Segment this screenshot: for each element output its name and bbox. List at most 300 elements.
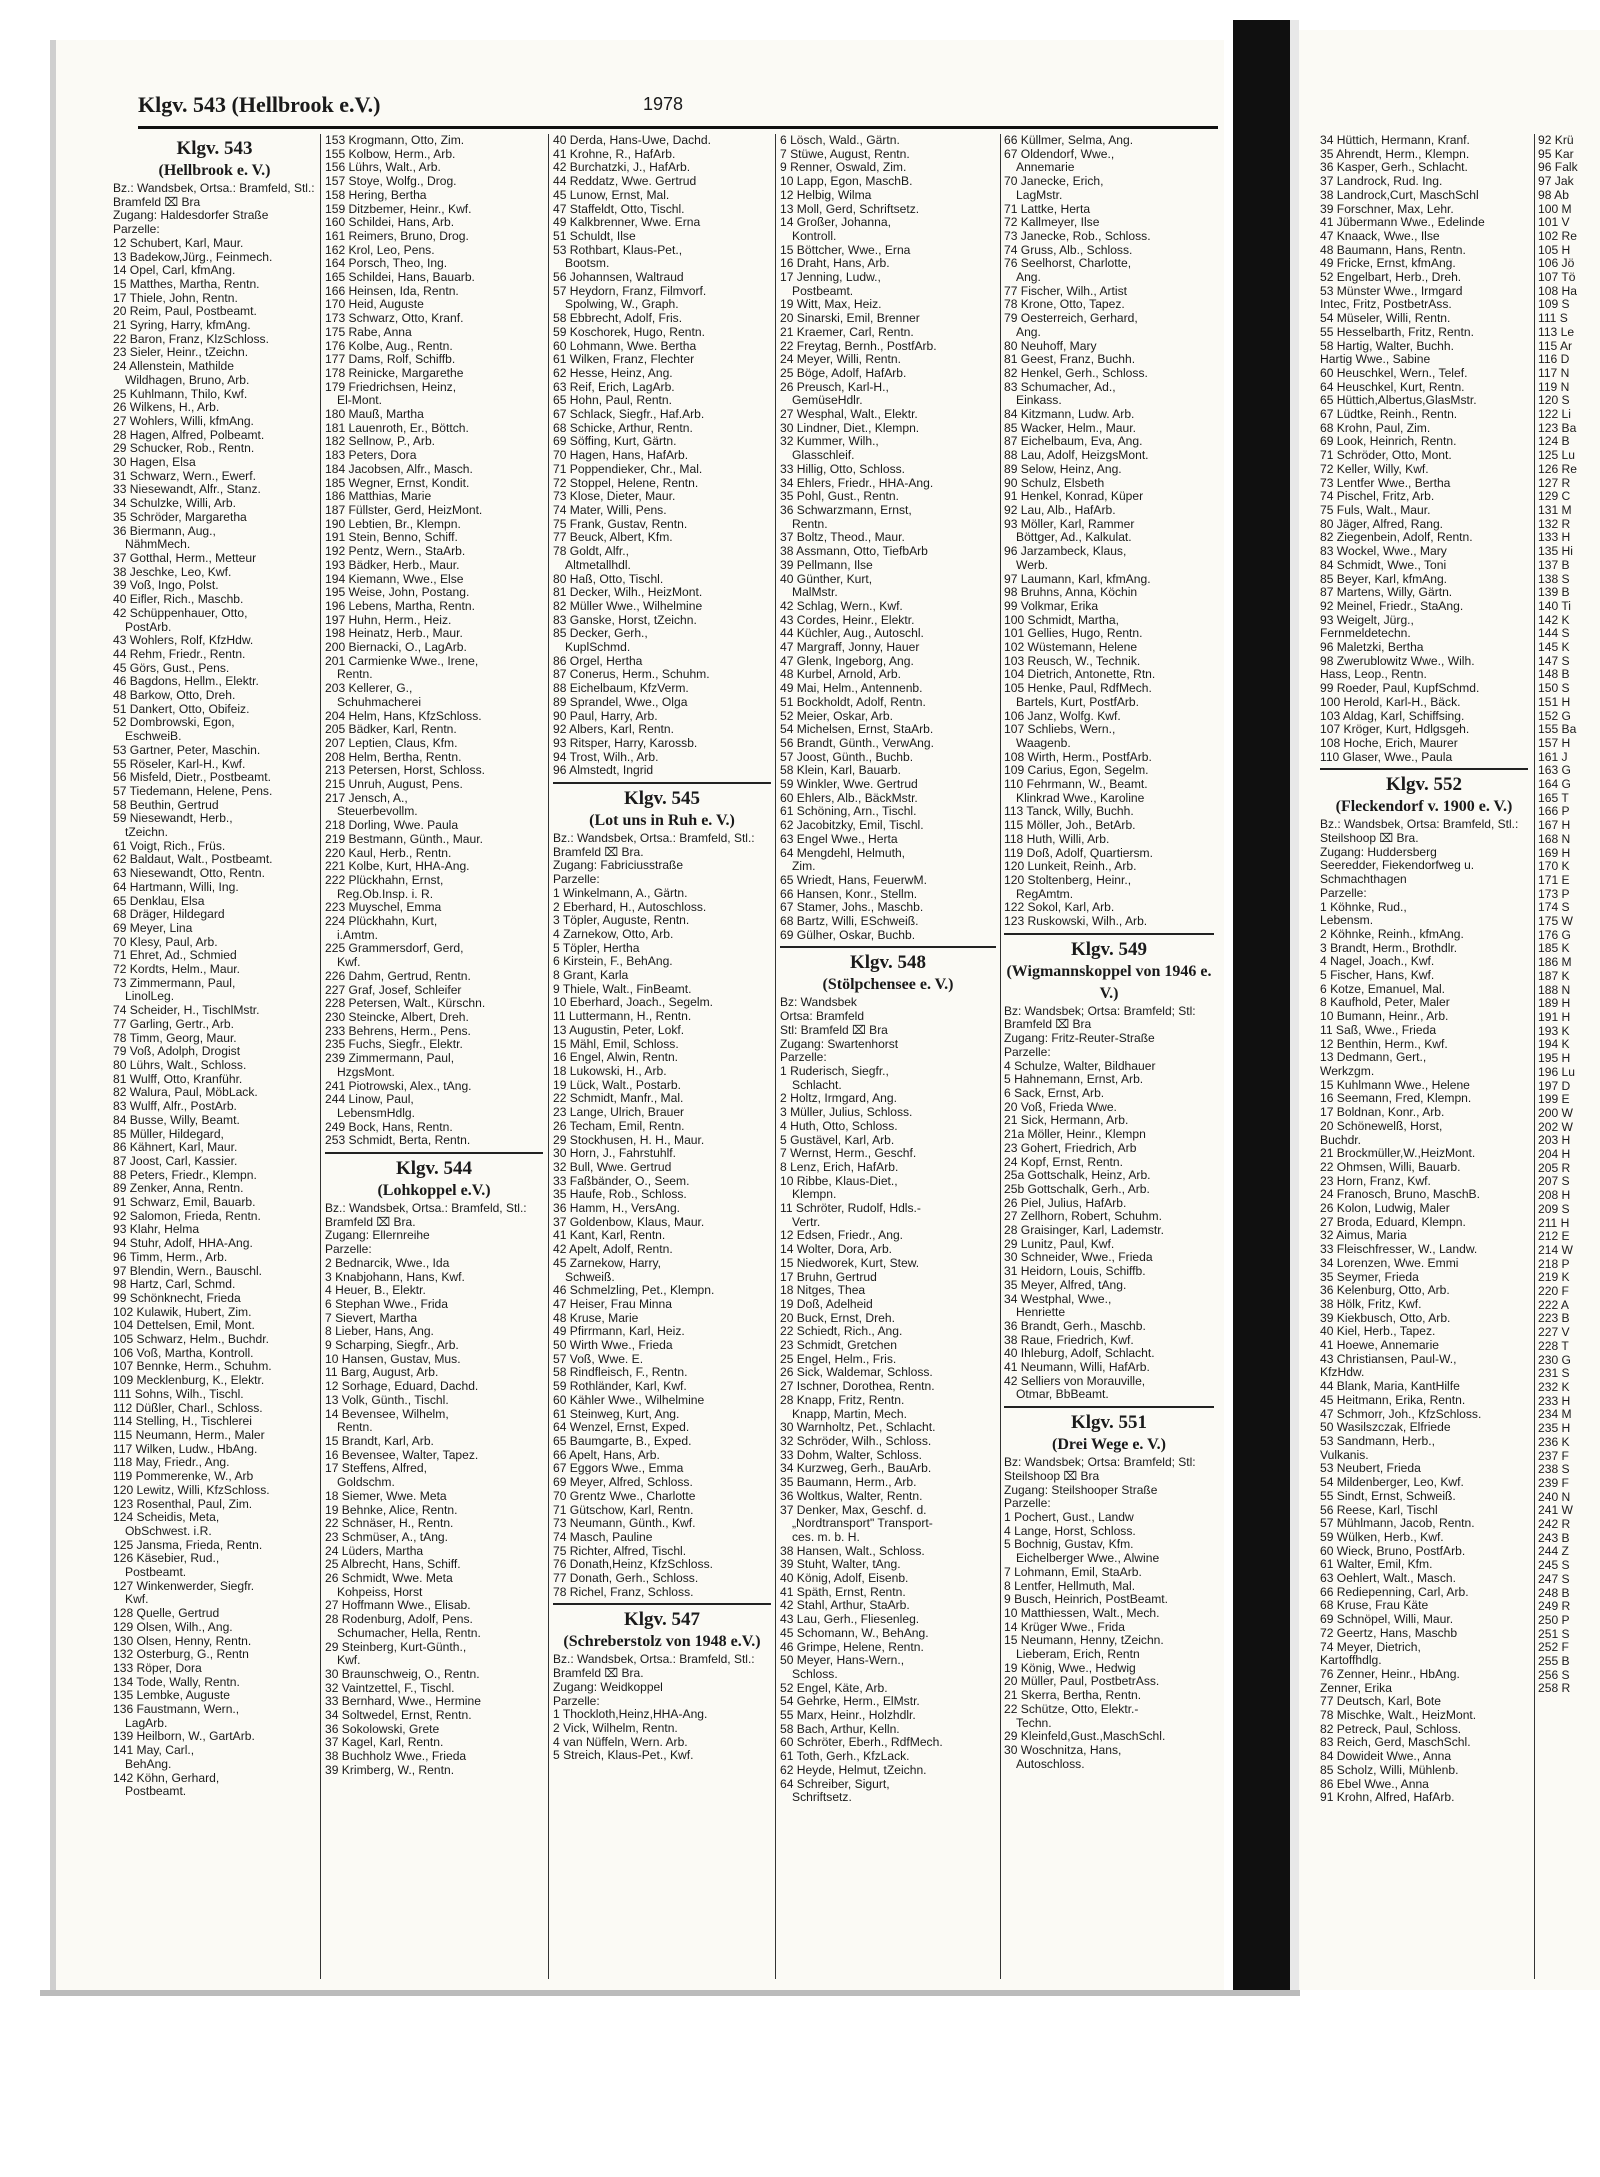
list-item: 170 Heid, Auguste [325, 298, 424, 312]
list-item: Lieberam, Erich, Rentn [1016, 1648, 1140, 1662]
list-item: 35 Haufe, Rob., Schloss. [553, 1188, 687, 1202]
list-item: 34 Ehlers, Friedr., HHA-Ang. [780, 476, 934, 490]
list-item: 70 Grentz Wwe., Charlotte [553, 1489, 696, 1503]
list-item: 21a Möller, Heinr., Klempn [1004, 1128, 1146, 1142]
list-item: 34 Soltwedel, Ernst, Rentn. [325, 1709, 472, 1723]
list-item: 119 Pommerenke, W., Arb [113, 1470, 254, 1484]
list-item: 9 Scharping, Siegfr., Arb. [325, 1339, 459, 1353]
list-item: 16 Engel, Alwin, Rentn. [553, 1051, 679, 1065]
list-item: 162 Krol, Leo, Pens. [325, 243, 435, 257]
list-item: 57 Tiedemann, Helene, Pens. [113, 784, 273, 798]
list-item: 93 Ritsper, Harry, Karossb. [553, 736, 698, 750]
list-item: 202 W [1538, 1120, 1573, 1134]
list-item: Postbeamt. [125, 1566, 187, 1580]
section-parcel-label: Parzelle: [1320, 885, 1367, 900]
list-item: 21 Sick, Hermann, Arb. [1004, 1114, 1129, 1128]
list-item: BehAng. [125, 1757, 172, 1771]
list-item: Altmetallhdl. [565, 558, 631, 572]
list-item: 222 Plückhahn, Ernst, [325, 873, 444, 887]
list-item: Waagenb. [1016, 736, 1071, 750]
list-item: 118 May, Friedr., Ang. [113, 1456, 230, 1470]
entry-list [1004, 1511, 1214, 1771]
list-item: 52 Meier, Oskar, Arb. [780, 709, 893, 723]
list-item: Klempn. [792, 1188, 837, 1202]
list-item: 208 Helm, Bertha, Rentn. [325, 750, 462, 764]
list-item: 63 Engel Wwe., Herta [780, 832, 898, 846]
entry-list [325, 1257, 543, 1778]
list-item: 8 Grant, Karla [553, 969, 629, 983]
list-item: 191 H [1538, 1011, 1571, 1024]
list-item: 92 Krü [1538, 134, 1574, 147]
list-item: 68 Kruse, Frau Käte [1320, 1599, 1429, 1613]
section-meta: Bz: Wandsbek [780, 995, 857, 1010]
section-meta: Bz: Wandsbek; Ortsa: Bramfeld; Stl: Steilshoop ⌧ Bra [1004, 1455, 1196, 1483]
list-item: i.Amtm. [337, 928, 378, 942]
list-item: 78 Timm, Georg, Maur. [113, 1031, 237, 1045]
list-item: 155 Ba [1538, 723, 1577, 737]
list-item: 69 Söffing, Kurt, Gärtn. [553, 435, 677, 449]
list-item: 18 Lukowski, H., Arb. [553, 1065, 667, 1078]
list-item: 2 Holtz, Irmgard, Ang. [780, 1092, 897, 1106]
list-item: 50 Wasilszczak, Elfriede [1320, 1421, 1451, 1435]
list-item: 109 Carius, Egon, Segelm. [1004, 764, 1149, 778]
list-item: 33 Dohm, Walter, Schloss. [780, 1448, 923, 1462]
list-item: 52 Engel, Käte, Arb. [780, 1681, 888, 1695]
list-item: 132 R [1538, 517, 1571, 531]
list-item: 38 Buchholz Wwe., Frieda [325, 1750, 467, 1764]
section-rule [1004, 933, 1214, 935]
list-item: 72 Kallmeyer, Ilse [1004, 216, 1100, 230]
list-item: 168 N [1538, 832, 1571, 846]
list-item: 49 Pfirrmann, Karl, Heiz. [553, 1325, 685, 1339]
list-item: 34 Kurzweg, Gerh., BauArb. [780, 1462, 932, 1476]
list-item: 244 Z [1538, 1545, 1569, 1559]
list-item: 103 Reusch, W., Technik. [1004, 654, 1141, 668]
list-item: 1 Pochert, Gust., Landw [1004, 1510, 1134, 1524]
list-item: 142 K [1538, 613, 1570, 627]
list-item: 123 Ruskowski, Wilh., Arb. [1004, 915, 1148, 929]
list-item: 163 G [1538, 764, 1571, 778]
list-item: 66 Hansen, Konr., Stellm. [780, 887, 918, 901]
list-item: 42 Schüppenhauer, Otto, [113, 606, 248, 620]
list-item: 97 Blendin, Wern., Bauschl. [113, 1264, 263, 1278]
list-item: 88 Peters, Friedr., Klempn. [113, 1168, 257, 1182]
list-item: 64 Mengdehl, Helmuth, [780, 846, 906, 860]
list-item: 215 Unruh, August, Pens. [325, 778, 463, 792]
list-item: 65 Hohn, Paul, Rentn. [553, 394, 673, 408]
list-item: 48 Baumann, Hans, Rentn. [1320, 243, 1466, 257]
entry-list [1538, 134, 1600, 1696]
list-item: 67 Stamer, Johs., Maschb. [780, 901, 924, 915]
list-item: 68 Schicke, Arthur, Rentn. [553, 421, 693, 435]
list-item: 56 Johannsen, Waltraud [553, 271, 684, 285]
list-item: 153 Krogmann, Otto, Zim. [325, 134, 465, 147]
list-item: 12 Schubert, Karl, Maur. [113, 236, 244, 250]
list-item: 120 S [1538, 394, 1570, 408]
list-item: 50 Meyer, Hans-Wern., [780, 1654, 905, 1668]
list-item: 64 Schreiber, Sigurt, [780, 1777, 890, 1791]
list-item: 17 Thiele, John, Rentn. [113, 291, 238, 305]
list-item: 92 Salomon, Frieda, Rentn. [113, 1209, 261, 1223]
list-item: 27 Broda, Eduard, Klempn. [1320, 1215, 1466, 1229]
section-parcel-label: Parzelle: [780, 1050, 827, 1065]
list-item: 182 Sellnow, P., Arb. [325, 435, 436, 449]
list-item: 59 Koschorek, Hugo, Rentn. [553, 325, 705, 339]
list-item: 228 Petersen, Walt., Kürschn. [325, 997, 486, 1011]
list-item: 233 H [1538, 1394, 1571, 1408]
list-item: 61 Walter, Emil, Kfm. [1320, 1558, 1433, 1572]
list-item: 32 Vaintzettel, F., Tischl. [325, 1681, 455, 1695]
list-item: 139 B [1538, 586, 1570, 600]
list-item: 239 F [1538, 1476, 1569, 1490]
list-item: 74 Gruss, Alb., Schloss. [1004, 243, 1133, 257]
list-item: 47 Staffeldt, Otto, Tischl. [553, 202, 685, 216]
list-item: 129 Olsen, Wilh., Ang. [113, 1620, 233, 1634]
list-item: 11 Luttermann, H., Rentn. [553, 1010, 692, 1024]
list-item: 221 Kolbe, Kurt, HHA-Ang. [325, 860, 470, 874]
list-item: 6 Sack, Ernst, Arb. [1004, 1087, 1105, 1100]
section-meta: Bz.: Wandsbek, Ortsa: Bramfeld, Stl.: Steilshoop ⌧ Bra. [1320, 817, 1519, 846]
entry-list [553, 134, 771, 778]
list-item: Buchdr. [1320, 1133, 1362, 1147]
list-item: 104 Dietrich, Antonette, Rtn. [1004, 668, 1156, 682]
list-item: 36 Biermann, Aug., [113, 524, 216, 538]
list-item: 80 Lührs, Walt., Schloss. [113, 1059, 247, 1072]
entry-list [1320, 901, 1528, 1805]
list-item: 67 Schlack, Siegfr., Haf.Arb. [553, 408, 705, 422]
list-item: 42 Selliers von Morauville, [1004, 1374, 1146, 1388]
list-item: 203 H [1538, 1134, 1571, 1148]
list-item: 120 Lewitz, Willi, KfzSchloss. [113, 1483, 270, 1497]
list-item: 13 Volk, Günth., Tischl. [325, 1393, 449, 1407]
list-item: 25 Kuhlmann, Thilo, Kwf. [113, 387, 248, 401]
list-item: 31 Heidorn, Louis, Schiffb. [1004, 1265, 1146, 1279]
list-item: 241 Piotrowski, Alex., tAng. [325, 1079, 472, 1093]
list-item: 55 Hesselbarth, Fritz, Rentn. [1320, 325, 1474, 339]
list-item: 190 Lebtien, Br., Klempn. [325, 517, 461, 531]
list-item: 160 Schildei, Hans, Arb. [325, 216, 455, 230]
list-item: 204 H [1538, 1148, 1571, 1162]
list-item: 234 M [1538, 1408, 1572, 1422]
list-item: 85 Beyer, Karl, kfmAng. [1320, 572, 1448, 586]
section-rule [780, 946, 996, 948]
list-item: 117 Wilken, Ludw., HbAng. [113, 1442, 258, 1456]
list-item: 165 T [1538, 791, 1569, 805]
list-item: ces. m. b. H. [792, 1530, 860, 1544]
list-item: 55 Marx, Heinr., Holzhdlr. [780, 1709, 916, 1723]
list-item: 101 Gellies, Hugo, Rentn. [1004, 627, 1143, 641]
list-item: 248 B [1538, 1586, 1570, 1600]
list-item: 83 Ganske, Horst, tZeichn. [553, 613, 697, 627]
list-item: 226 Dahm, Gertrud, Rentn. [325, 969, 471, 983]
list-item: 211 H [1538, 1216, 1570, 1230]
list-item: 61 Toth, Gerh., KfzLack. [780, 1750, 910, 1764]
list-item: 251 S [1538, 1627, 1570, 1641]
list-item: 66 Küllmer, Selma, Ang. [1004, 134, 1134, 147]
list-item: 79 Oesterreich, Gerhard, [1004, 312, 1138, 326]
list-item: 45 Görs, Gust., Pens. [113, 661, 230, 675]
list-item: 227 V [1538, 1326, 1570, 1340]
list-item: 64 Wenzel, Ernst, Exped. [553, 1421, 690, 1435]
list-item: 6 Kotze, Emanuel, Mal. [1320, 982, 1446, 996]
list-item: 80 Haß, Otto, Tischl. [553, 572, 664, 586]
list-item: 19 Behnke, Alice, Rentn. [325, 1503, 458, 1517]
list-item: 5 Bochnig, Gustav, Kfm. [1004, 1538, 1134, 1552]
list-item: 59 Niesewandt, Herb., [113, 812, 233, 826]
list-item: 106 Jö [1538, 257, 1575, 271]
list-item: 60 Heuschkel, Wern., Telef. [1320, 366, 1468, 380]
list-item: 175 Rabe, Anna [325, 325, 412, 339]
list-item: 34 Westphal, Wwe., [1004, 1292, 1112, 1306]
list-item: 84 Schmidt, Wwe., Toni [1320, 558, 1447, 572]
list-item: 191 Stein, Benno, Schiff. [325, 531, 458, 545]
list-item: 138 S [1538, 572, 1570, 586]
list-item: 107 Bennke, Herm., Schuhm. [113, 1360, 272, 1374]
list-item: Bartels, Kurt, PostfArb. [1016, 695, 1139, 709]
list-item: 87 Eichelbaum, Eva, Ang. [1004, 435, 1143, 449]
list-item: 166 Heinsen, Ida, Rentn. [325, 284, 459, 298]
list-item: 220 Kaul, Herb., Rentn. [325, 846, 452, 860]
list-item: 13 Dedmann, Gert., [1320, 1051, 1427, 1065]
list-item: Reg.Ob.Insp. i. R. [337, 887, 434, 901]
section-title: Klgv. 544 [395, 1158, 472, 1180]
list-item: 83 Wockel, Wwe., Mary [1320, 545, 1447, 559]
section-title: Klgv. 551 [1070, 1412, 1147, 1434]
list-item: 186 M [1538, 956, 1572, 970]
list-item: 76 Zenner, Heinr., HbAng. [1320, 1667, 1460, 1681]
list-item: 123 Rosenthal, Paul, Zim. [113, 1497, 253, 1511]
list-item: 25 Engel, Helm., Fris. [780, 1352, 897, 1366]
list-item: 93 Klahr, Helma [113, 1223, 200, 1237]
list-item: 10 Lapp, Egon, MaschB. [780, 175, 913, 189]
list-item: 86 Orgel, Hertha [553, 654, 643, 668]
list-item: 224 Plückhahn, Kurt, [325, 915, 438, 929]
list-item: 228 T [1538, 1339, 1569, 1353]
list-item: 197 Huhn, Herm., Heiz. [325, 613, 452, 627]
list-item: 207 Leptien, Claus, Kfm. [325, 736, 458, 750]
list-item: Kontroll. [792, 229, 837, 243]
list-item: 135 Hi [1538, 545, 1573, 559]
list-item: 244 Linow, Paul, [325, 1093, 414, 1107]
section-title: Klgv. 543 [176, 138, 253, 159]
list-item: 219 Bestmann, Günth., Maur. [325, 832, 483, 846]
list-item: 16 Bevensee, Walter, Tapez. [325, 1448, 479, 1462]
list-item: 170 K [1538, 860, 1570, 874]
list-item: 185 K [1538, 942, 1570, 956]
section-meta-place: Ortsa: Bramfeld [780, 1009, 865, 1024]
section-access: Zugang: Fritz-Reuter-Straße [1004, 1031, 1155, 1046]
list-item: 21 Kraemer, Carl, Rentn. [780, 325, 914, 339]
list-item: 31 Schwarz, Wern., Ewerf. [113, 469, 256, 483]
list-item: 72 Keller, Willy, Kwf. [1320, 462, 1429, 476]
list-item: Eichelberger Wwe., Alwine [1016, 1552, 1160, 1566]
list-item: 71 Gütschow, Karl, Rentn. [553, 1503, 694, 1517]
list-item: 57 Voß, Wwe. E. [553, 1352, 644, 1366]
list-item: 73 Janecke, Rob., Schloss. [1004, 229, 1151, 243]
list-item: 24 Meyer, Willi, Rentn. [780, 353, 901, 367]
list-item: 108 Wirth, Herm., PostfArb. [1004, 750, 1152, 764]
list-item: 19 Witt, Max, Heiz. [780, 298, 882, 312]
list-item: 13 Augustin, Peter, Lokf. [553, 1023, 685, 1037]
list-item: 77 Fischer, Wilh., Artist [1004, 284, 1127, 298]
list-item: 177 Dams, Rolf, Schiffb. [325, 353, 456, 367]
list-item: 36 Schwarzmann, Ernst, [780, 503, 912, 517]
list-item: 27 Wohlers, Willi, kfmAng. [113, 414, 254, 428]
list-item: 78 Krone, Otto, Tapez. [1004, 298, 1125, 312]
list-item: 43 Wohlers, Rolf, KfzHdw. [113, 634, 254, 648]
list-item: 15 Kuhlmann Wwe., Helene [1320, 1078, 1470, 1092]
section-access: Zugang: Weidkoppel [553, 1679, 663, 1694]
list-item: 70 Janecke, Erich, [1004, 175, 1104, 189]
list-item: 238 S [1538, 1463, 1570, 1477]
section-access: Zugang: Fabriciusstraße [553, 858, 684, 873]
list-item: 3 Müller, Julius, Schloss. [780, 1106, 913, 1120]
list-item: Ang. [1016, 271, 1041, 285]
list-item: 91 Henkel, Konrad, Küper [1004, 490, 1144, 504]
list-item: 77 Beuck, Albert, Kfm. [553, 531, 673, 545]
list-item: 123 Ba [1538, 421, 1577, 435]
list-item: 54 Michelsen, Ernst, StaArb. [780, 723, 934, 737]
list-item: 7 Stüwe, August, Rentn. [780, 147, 910, 161]
list-item: 15 Böttcher, Wwe., Erna [780, 243, 911, 257]
list-item: 38 Hölk, Fritz, Kwf. [1320, 1297, 1422, 1311]
list-item: 27 Wesphal, Walt., Elektr. [780, 408, 918, 422]
list-item: 113 Le [1538, 325, 1575, 339]
list-item: 84 Busse, Willy, Beamt. [113, 1113, 240, 1127]
list-item: 14 Opel, Carl, kfmAng. [113, 264, 236, 278]
list-item: 23 Sieler, Heinr., tZeichn. [113, 346, 249, 360]
list-item: 71 Poppendieker, Chr., Mal. [553, 462, 703, 476]
list-item: Goldschm. [337, 1476, 395, 1490]
list-item: 29 Steinberg, Kurt-Günth., [325, 1640, 467, 1654]
list-item: 116 D [1538, 353, 1570, 367]
list-item: 28 Hagen, Alfred, Polbeamt. [113, 428, 265, 442]
list-item: 151 H [1538, 695, 1571, 709]
list-item: 113 Tanck, Willy, Buchh. [1004, 805, 1134, 819]
list-item: 86 Kähnert, Karl, Maur. [113, 1141, 238, 1155]
list-item: 15 Mähl, Emil, Schloss. [553, 1037, 679, 1051]
list-item: 83 Schumacher, Ad., [1004, 380, 1116, 394]
list-item: 2 Eberhard, H., Autoschloss. [553, 900, 707, 914]
list-item: 53 Rothbart, Klaus-Pet., [553, 243, 683, 257]
list-item: 74 Meyer, Dietrich, [1320, 1640, 1421, 1654]
list-item: 47 Schmorr, Joh., KfzSchloss. [1320, 1407, 1482, 1421]
list-item: 53 Sandmann, Herb., [1320, 1434, 1435, 1448]
list-item: 23 Lange, Ulrich, Brauer [553, 1106, 685, 1120]
list-item: 51 Schuldt, Ilse [553, 229, 636, 243]
section-meta: Bz.: Wandsbek, Ortsa.: Bramfeld, Stl.: Bramfeld ⌧ Bra. [553, 831, 755, 859]
section-subtitle: (Schreberstolz von 1948 e.V.) [563, 1633, 761, 1651]
list-item: HzgsMont. [337, 1065, 395, 1079]
list-item: 46 Bagdons, Hellm., Elektr. [113, 675, 259, 689]
list-item: 74 Pischel, Fritz, Arb. [1320, 490, 1435, 504]
list-item: 63 Oehlert, Walt., Masch. [1320, 1572, 1456, 1586]
list-item: 188 N [1538, 983, 1571, 997]
list-item: Kwf. [337, 956, 361, 970]
list-item: 22 Baron, Franz, KlzSchloss. [113, 332, 269, 346]
list-item: Knapp, Martin, Mech. [792, 1407, 907, 1421]
list-item: 89 Selow, Heinz, Ang. [1004, 462, 1122, 476]
list-item: 65 Hüttich,Albertus,GlasMstr. [1320, 394, 1477, 408]
list-item: 88 Lau, Adolf, HeizgsMont. [1004, 449, 1149, 463]
list-item: 255 B [1538, 1655, 1570, 1669]
list-item: 64 Heuschkel, Kurt, Rentn. [1320, 380, 1465, 394]
section-rule [1004, 1406, 1214, 1408]
list-item: 5 Hahnemann, Ernst, Arb. [1004, 1073, 1144, 1087]
list-item: 69 Meyer, Alfred, Schloss. [553, 1476, 693, 1490]
list-item: 110 Fehrmann, W., Beamt. [1004, 778, 1148, 792]
list-item: 30 Woschnitza, Hans, [1004, 1743, 1122, 1757]
list-item: Hartig Wwe., Sabine [1320, 353, 1431, 367]
list-item: 250 P [1538, 1613, 1570, 1627]
list-item: 26 Kolon, Ludwig, Maler [1320, 1202, 1450, 1216]
column-divider [1534, 134, 1535, 1979]
list-item: 85 Decker, Gerh., [553, 627, 648, 641]
list-item: 62 Jacobitzky, Emil, Tischl. [780, 819, 924, 833]
list-item: 189 H [1538, 997, 1571, 1011]
list-item: 30 Schneider, Wwe., Frieda [1004, 1251, 1153, 1265]
list-item: 155 Kolbow, Herm., Arb. [325, 147, 456, 161]
list-item: 23 Schmidt, Gretchen [780, 1339, 897, 1353]
list-item: 19 Doß, Adelheid [780, 1297, 873, 1311]
column-5 [1004, 134, 1214, 1771]
list-item: 72 Kordts, Helm., Maur. [113, 963, 241, 977]
list-item: 22 Ohmsen, Willi, Bauarb. [1320, 1160, 1461, 1174]
list-item: 164 G [1538, 778, 1571, 792]
list-item: 115 Ar [1538, 339, 1573, 353]
list-item: Schweiß. [565, 1270, 615, 1284]
list-item: Steuerbevollm. [337, 805, 418, 819]
list-item: 15 Niedworek, Kurt, Stew. [780, 1256, 920, 1270]
list-item: Rentn. [792, 517, 828, 531]
list-item: 77 Garling, Gertr., Arb. [113, 1017, 234, 1031]
section-subtitle: (Drei Wege e. V.) [1052, 1436, 1166, 1454]
list-item: 237 F [1538, 1449, 1569, 1463]
list-item: 69 Schnöpel, Willi, Maur. [1320, 1613, 1454, 1627]
list-item: 218 P [1538, 1257, 1570, 1271]
section-access-detail: Seeredder, Fiekendorfweg u. Schmachthagen [1320, 858, 1475, 887]
list-item: Fernmeldetechn. [1320, 627, 1411, 641]
list-item: 119 Doß, Adolf, Quartiersm. [1004, 846, 1153, 860]
list-item: 139 Heilborn, W., GartArb. [113, 1730, 255, 1744]
list-item: 235 Fuchs, Siegfr., Elektr. [325, 1038, 463, 1052]
list-item: 223 B [1538, 1312, 1570, 1326]
list-item: 96 Maletzki, Bertha [1320, 641, 1424, 655]
list-item: Vertr. [792, 1215, 821, 1229]
column-1 [113, 134, 316, 1799]
list-item: 76 Donath,Heinz, KfzSchloss. [553, 1558, 713, 1572]
list-item: 178 Reinicke, Margarethe [325, 366, 464, 380]
list-item: 66 Apelt, Hans, Arb. [553, 1448, 660, 1462]
list-item: 94 Trost, Wilh., Arb. [553, 750, 659, 764]
section-access: Zugang: Huddersberg [1320, 844, 1437, 859]
list-item: 57 Heydorn, Franz, Filmvorf. [553, 284, 707, 298]
list-item: 37 Denker, Max, Geschf. d. [780, 1503, 927, 1517]
list-item: 76 Seelhorst, Charlotte, [1004, 257, 1132, 271]
list-item: 47 Glenk, Ingeborg, Ang. [780, 654, 914, 668]
book-gutter [1233, 20, 1290, 1995]
list-item: 14 Großer, Johanna, [780, 216, 891, 230]
list-item: 46 Grimpe, Helene, Rentn. [780, 1640, 924, 1654]
list-item: 126 Re [1538, 462, 1577, 476]
list-item: 26 Piel, Julius, HafArb. [1004, 1196, 1127, 1210]
list-item: 193 Bädker, Herb., Maur. [325, 558, 460, 572]
list-item: Zenner, Erika [1320, 1681, 1392, 1695]
list-item: 32 Bull, Wwe. Gertrud [553, 1160, 672, 1174]
list-item: 249 Bock, Hans, Rentn. [325, 1120, 453, 1134]
section-access: Zugang: Ellernreihe [325, 1228, 430, 1243]
list-item: 33 Hillig, Otto, Schloss. [780, 462, 906, 476]
